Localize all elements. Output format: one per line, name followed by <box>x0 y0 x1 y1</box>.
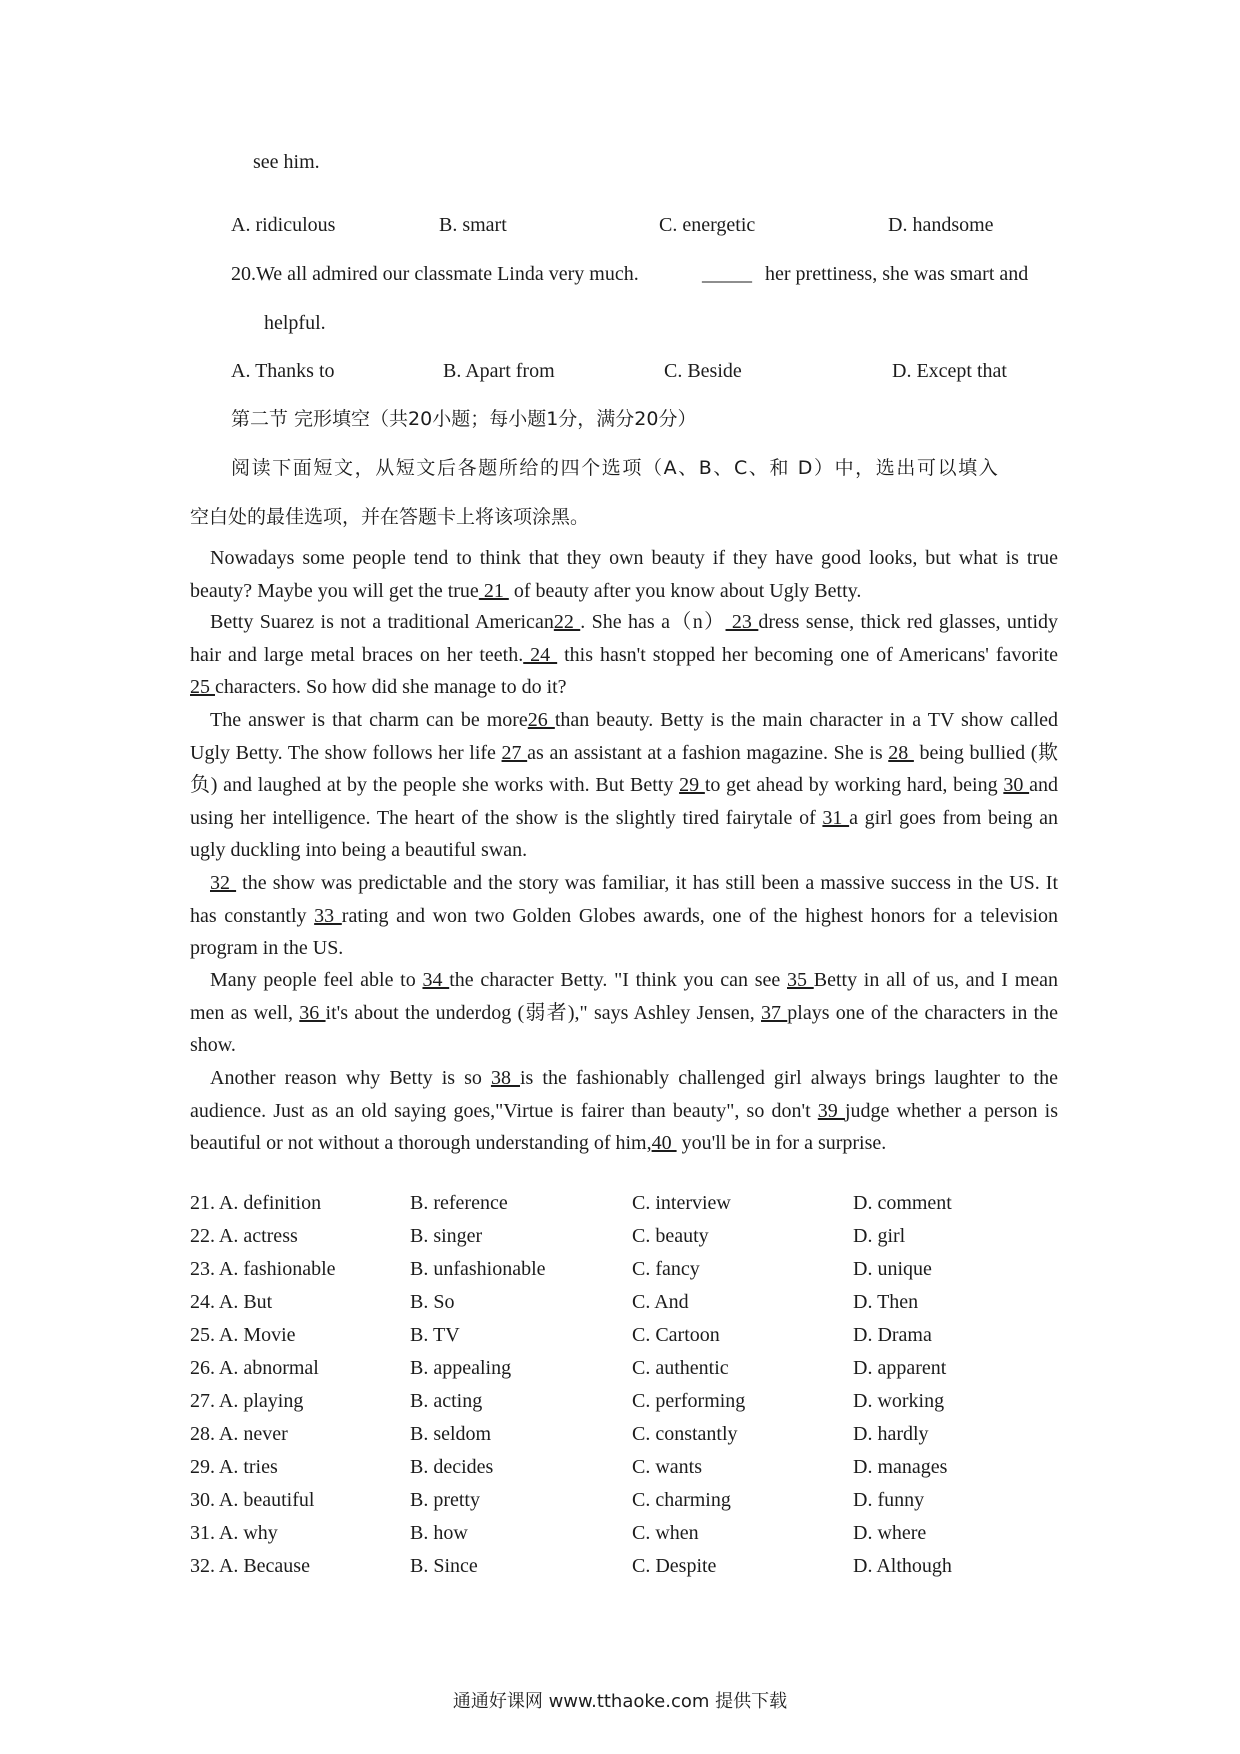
blank-24: 24 <box>523 643 558 666</box>
passage-text: The answer is that charm can be more <box>210 709 528 731</box>
section-heading: 第二节 完形填空（共20小题；每小题1分，满分20分） <box>231 408 697 430</box>
option-26-d: D. apparent <box>853 1357 947 1379</box>
blank-22: 22 <box>553 611 581 633</box>
passage-text: being bullied (欺负) and laughed at by the people she works with. But Betty <box>190 741 1059 796</box>
page-footer: 通通好课网 www.tthaoke.com 提供下载 <box>452 1691 788 1712</box>
option-30-a: 30. A. beautiful <box>190 1489 315 1511</box>
passage-text: Betty Suarez is not a traditional American <box>210 611 554 633</box>
blank-38: 38 <box>490 1067 520 1089</box>
blank-32: 32 <box>210 872 237 894</box>
option-22-b: B. singer <box>410 1225 483 1247</box>
blank-36: 36 <box>299 1001 326 1024</box>
option-23-d: D. unique <box>853 1258 932 1280</box>
blank-33: 33 <box>314 904 342 927</box>
blank-28: 28 <box>888 741 914 764</box>
passage-text: rating and won two Golden Globes awards, one of the highest honors for a television program in the US. <box>190 904 1059 959</box>
passage-text: is the fashionably challenged girl always brings laughter to the audience. Just as an old saying goes,"Virtue is fairer than beauty", so don't <box>190 1067 1058 1122</box>
option-22-d: D. girl <box>853 1225 906 1247</box>
passage-text: Many people feel able to <box>210 969 423 991</box>
option-28-a: 28. A. never <box>190 1423 288 1445</box>
option-26-a: 26. A. abnormal <box>190 1357 319 1379</box>
blank-31: 31 <box>822 806 850 829</box>
blank-25: 25 <box>190 676 215 698</box>
option-32-a: 32. A. Because <box>190 1555 310 1577</box>
passage-text: Betty in all of us, and I mean men as well, <box>190 969 1059 1024</box>
option-27-a: 27. A. playing <box>190 1390 304 1412</box>
q19-option-c: C. energetic <box>659 214 756 236</box>
option-30-c: C. charming <box>632 1489 731 1511</box>
instructions-line-1: 阅读下面短文，从短文后各题所给的四个选项（A、B、C、和 D）中，选出可以填入 <box>231 457 1000 479</box>
blank-27: 27 <box>501 741 528 764</box>
passage-paragraph-2 <box>190 606 1058 704</box>
passage-text: a girl goes from being an ugly duckling into being a beautiful swan. <box>190 806 1059 861</box>
option-25-a: 25. A. Movie <box>190 1324 296 1346</box>
option-24-d: D. Then <box>853 1291 919 1313</box>
passage-paragraph-5 <box>190 964 1058 1062</box>
q19-option-d: D. handsome <box>888 214 994 236</box>
passage-text: Nowadays some people tend to think that they own beauty if they have good looks, but what is true beauty? Maybe you will get the true <box>190 547 1058 602</box>
option-30-b: B. pretty <box>410 1489 480 1511</box>
option-27-c: C. performing <box>632 1390 746 1412</box>
q20-option-a: A. Thanks to <box>231 360 335 382</box>
blank-29: 29 <box>679 774 705 796</box>
option-31-b: B. how <box>410 1522 468 1544</box>
option-26-c: C. authentic <box>632 1357 729 1379</box>
blank-23: 23 <box>725 611 759 633</box>
option-32-b: B. Since <box>410 1555 478 1577</box>
q20-text-c: helpful. <box>264 312 326 334</box>
passage-text: the show was predictable and the story was familiar, it has still been a massive success in the US. It has constantly <box>190 872 1058 927</box>
passage-text: characters. So how did she manage to do it? <box>215 676 567 698</box>
option-28-d: D. hardly <box>853 1423 929 1445</box>
q20-number: 20. <box>231 263 256 285</box>
passage-paragraph-1 <box>190 542 1058 607</box>
option-25-b: B. TV <box>410 1324 460 1346</box>
q19-option-b: B. smart <box>439 214 507 236</box>
option-24-a: 24. A. But <box>190 1291 273 1313</box>
blank-26: 26 <box>527 709 555 731</box>
blank-40: 40 <box>651 1132 677 1154</box>
passage-text: and using her intelligence. The heart of the show is the slightly tired fairytale of <box>190 774 1058 829</box>
blank-37: 37 <box>761 1001 788 1024</box>
option-24-c: C. And <box>632 1291 689 1313</box>
blank-30: 30 <box>1003 774 1030 796</box>
option-28-b: B. seldom <box>410 1423 492 1445</box>
passage-text: plays one of the characters in the show. <box>190 1001 1059 1056</box>
option-27-b: B. acting <box>410 1390 483 1412</box>
passage-text: you'll be in for a surprise. <box>676 1132 887 1154</box>
option-29-d: D. manages <box>853 1456 948 1478</box>
q20-option-c: C. Beside <box>664 360 742 382</box>
q20-option-d: D. Except that <box>892 360 1007 382</box>
passage-text: than beauty. Betty is the main character in a TV show called Ugly Betty. The show follows her life <box>190 709 1059 764</box>
passage-text: as an assistant at a fashion magazine. She is <box>527 741 889 764</box>
option-26-b: B. appealing <box>410 1357 512 1379</box>
option-24-b: B. So <box>410 1291 455 1313</box>
option-21-a: 21. A. definition <box>190 1192 322 1214</box>
option-21-b: B. reference <box>410 1192 508 1214</box>
blank-21: 21 <box>478 579 509 602</box>
option-31-a: 31. A. why <box>190 1522 278 1544</box>
option-22-c: C. beauty <box>632 1225 709 1247</box>
option-23-c: C. fancy <box>632 1258 700 1280</box>
blank-34: 34 <box>422 969 450 991</box>
passage-text: of beauty after you know about Ugly Betty. <box>508 579 862 602</box>
passage-text: this hasn't stopped her becoming one of Americans' favorite <box>557 643 1059 666</box>
q19-option-a: A. ridiculous <box>231 214 336 236</box>
passage-text: judge whether a person is beautiful or not without a thorough understanding of him, <box>190 1099 1058 1154</box>
option-23-a: 23. A. fashionable <box>190 1258 336 1280</box>
passage-text: to get ahead by working hard, being <box>704 774 1004 796</box>
option-28-c: C. constantly <box>632 1423 738 1445</box>
passage-paragraph-4 <box>190 867 1058 965</box>
q19-tail-text: see him. <box>253 151 320 173</box>
option-25-c: C. Cartoon <box>632 1324 720 1346</box>
option-29-b: B. decides <box>410 1456 494 1478</box>
option-21-d: D. comment <box>853 1192 952 1214</box>
passage-paragraph-6 <box>190 1062 1058 1160</box>
option-21-c: C. interview <box>632 1192 731 1214</box>
passage-paragraph-3 <box>190 704 1058 867</box>
q20-question <box>231 262 639 286</box>
option-31-d: D. where <box>853 1522 927 1544</box>
option-22-a: 22. A. actress <box>190 1225 298 1247</box>
passage-text: dress sense, thick red glasses, untidy hair and large metal braces on her teeth. <box>190 611 1059 666</box>
blank-39: 39 <box>817 1099 845 1122</box>
option-31-c: C. when <box>632 1522 699 1544</box>
q20-option-b: B. Apart from <box>443 360 555 382</box>
option-29-a: 29. A. tries <box>190 1456 278 1478</box>
option-29-c: C. wants <box>632 1456 702 1478</box>
passage-text: . She has a（n） <box>580 611 726 633</box>
option-32-d: D. Although <box>853 1555 952 1577</box>
passage-text: the character Betty. "I think you can see <box>449 969 787 991</box>
q20-text-b: her prettiness, she was smart and <box>765 263 1029 285</box>
option-27-d: D. working <box>853 1390 945 1412</box>
option-30-d: D. funny <box>853 1489 925 1511</box>
passage-text: it's about the underdog (弱者)," says Ashley Jensen, <box>325 1001 762 1024</box>
q20-text-a: We all admired our classmate Linda very much. <box>256 263 639 285</box>
passage-text: Another reason why Betty is so <box>210 1067 491 1089</box>
option-23-b: B. unfashionable <box>410 1258 546 1280</box>
instructions-line-2: 空白处的最佳选项，并在答题卡上将该项涂黑。 <box>190 506 590 528</box>
q20-blank: _____ <box>702 263 752 285</box>
option-32-c: C. Despite <box>632 1555 717 1577</box>
option-25-d: D. Drama <box>853 1324 932 1346</box>
blank-35: 35 <box>787 969 814 991</box>
